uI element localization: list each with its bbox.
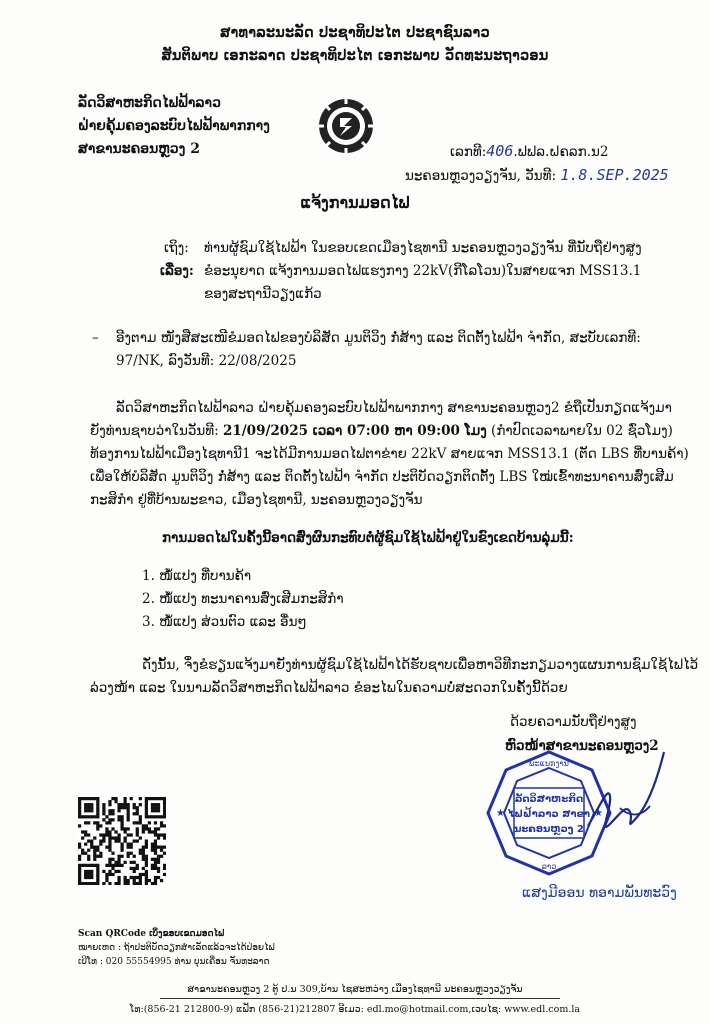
affected-item-2: 2. ໜໍ້ແປງ ທະນາຄານສົ່ງເສີມກະສິກໍາ [142,591,344,607]
footer-contact: ໂທ:(856-21 212800-9) ແຟັກ (856-21)212807 ອີເມວ: edl.mo@hotmail.com,ເວບໄຊ: www.edl.com.la [129,1004,581,1015]
national-header-line2: ສັນຕິພາບ ເອກະລາດ ປະຊາທິປະໄຕ ເອກະພາບ ວັດທະນະຖາວອນ [161,47,549,64]
reference-number-row [450,143,609,161]
footer-divider [160,998,560,999]
outage-datetime: 21/09/2025 ເວລາ 07:00 ຫາ 09:00 ໂມງ [222,423,487,439]
regards: ດ້ວຍຄວາມນັບຖືຢ່າງສູງ [510,714,637,730]
stamp-ring-top: ພະແນກງານ [529,759,569,768]
body-line3: ທ້ອງການໄຟຟ້າເມືອງໄຊທານີ1 ຈະໄດ້ມີການມອດໄຟຕາຂ່າຍ 22kV ສາຍແຈກ MSS13.1 (ຕັດ LBS ທີ່ບານຄ້າ) [90,446,689,462]
footer-address: ສາຂານະຄອນຫຼວງ 2 ຕູ້ ປ.ນ 309,ບ້ານ ໄຊສະຫວ່າງ ເມືອງໄຊທານີ ນະຄອນຫຼວງວຽງຈັນ [187,984,523,995]
stamp-text-bottom: ນະຄອນຫຼວງ 2 [514,824,584,835]
qr-note: ໝາຍເຫດ : ຖ້າປະຕິບັດວຽກສໍາເລັດແລ້ວຈະໄດ້ປ່ອຍໄຟ [78,943,275,953]
reference-line2: 97/NK, ລົງວັນທີ: 22/08/2025 [116,353,297,369]
closing-line2: ລ່ວງໜ້າ ແລະ ໃນນາມລັດວິສາຫະກິດໄຟຟ້າລາວ ຂໍອະໄພໃນຄວາມບໍ່ສະດວກໃນຄັ້ງນີ້ດ້ວຍ [90,680,568,696]
signer-name: ແສງມີອອນ ທອາມພັນທະວົງ [522,885,677,901]
body-line4: ເພື່ອໃຫ້ບໍລິສັດ ມູນຕິວິງ ກໍ່ສ້າງ ແລະ ຕິດຕັ້ງໄຟຟ້າ ຈໍາກັດ ປະຕິບັດວຽກຕິດຕັ້ງ LBS ໃໝ່ເຂົ້າທະນາຄານສົ່ງເສີມ [90,469,674,485]
place-date-label: ນະຄອນຫຼວງວຽງຈັນ, ວັນທີ: [405,168,557,184]
stamp-ring-bottom: ລາວ [541,862,557,871]
ref-label: ເລກທີ: [450,144,487,160]
to-text: ທ່ານຜູ້ຊົມໃຊ້ໄຟຟ້າ ໃນຂອບເຂດເມືອງໄຊທານີ ນະຄອນຫຼວງວຽງຈັນ ທີ່ນັບຖືຢ່າງສູງ [204,240,642,256]
org-line1: ລັດວິສາຫະກິດໄຟຟ້າລາວ [78,95,221,111]
qr-contact: ເບີໂທ : 020 55554995 ທ່ານ ບຸນເຄື່ອນ ຈັນທະລາດ [78,957,270,967]
ref-number: 406 [486,142,514,160]
qr-caption: Scan QRCode ເບິ່ງຂອບເຂດມອດໄຟ [78,929,225,939]
stamp-text-mid: ໄຟຟ້າລາວ ສາຂາ [507,809,591,820]
reference-line1: ອີງຕາມ ໜັງສືສະເໜີຂໍມອດໄຟຂອງບໍລິສັດ ມູນຕິວິງ ກໍ່ສ້າງ ແລະ ຕິດຕັ້ງໄຟຟ້າ ຈໍາກັດ, ສະບັບເລກທີ: [116,330,641,346]
subject-line1: ຂໍອະນຸຍາດ ແຈ້ງການມອດໄຟແຮງກາງ 22kV(ກີໂລໂວນ)ໃນສາຍແຈກ MSS13.1 [204,263,642,279]
org-line2: ຝ່າຍຄຸ້ມຄອງລະບົບໄຟຟ້າພາກກາງ [78,118,270,134]
affected-heading: ການມອດໄຟໃນຄັ້ງນີ້ອາດສົ່ງຜົນກະທົບຕໍ່ຜູ້ຊົມໃຊ້ໄຟຟ້າຢູ່ໃນຂົງເຂດບ້ານລຸ່ມນີ້: [162,530,574,546]
page-title: ແຈ້ງການມອດໄຟ [300,193,410,212]
closing-line1: ດັ່ງນັ້ນ, ຈຶ່ງຂໍຮຽນແຈ້ງມາຍັງທ່ານຜູ້ຊົມໃຊ້ໄຟຟ້າໄດ້ຮັບຊາບເພື່ອຫາວິທີກະກຽມວາງແຜນການຊົມໃຊ້ໄຟໄວ້ [142,657,699,673]
org-line3: ສາຂານະຄອນຫຼວງ 2 [78,141,200,157]
subject-line2: ຂອງສະຖານີວຽງແກ້ວ [204,286,322,302]
subject-label: ເລື່ອງ: [160,263,194,279]
signer-position: ຫົວໜ້າສາຂານະຄອນຫຼວງ2 [505,738,659,754]
ref-suffix: .ຟຟລ.ຝຄລກ.ນ2 [513,144,609,160]
qr-code-image [78,797,166,885]
body-line2 [90,423,673,440]
edl-logo [316,96,376,156]
svg-text:★: ★ [594,808,603,819]
qr-code[interactable] [78,797,166,885]
national-header-line1: ສາທາລະນະລັດ ປະຊາທິປະໄຕ ປະຊາຊົນລາວ [220,24,490,41]
handwritten-signature [580,746,670,856]
reference-bullet: – [92,330,99,346]
body-line2-pre: ຍັງທ່ານຊາບວ່າໃນວັນທີ: [90,423,223,439]
date-stamp: 1.8.SEP.2025 [560,166,669,184]
body-line2-post: (ກໍາປົດເວລາພາຍໃນ 02 ຊົ່ວໂມງ) [486,423,673,439]
to-label: ເຖິງ: [164,240,189,256]
body-line5: ກະສິກໍາ ຢູ່ທີ່ບ້ານພະຂາວ, ເມືອງໄຊທານີ, ນະຄອນຫຼວງວຽງຈັນ [90,492,423,508]
affected-item-3: 3. ໜໍ້ແປງ ສ່ວນຕົວ ແລະ ອື່ນໆ [142,614,307,630]
place-date-row [405,167,669,185]
svg-text:★: ★ [496,808,505,819]
body-line1: ລັດວິສາຫະກິດໄຟຟ້າລາວ ຝ່າຍຄຸ້ມຄອງລະບົບໄຟຟ້າພາກກາງ ສາຂານະຄອນຫຼວງ2 ຂໍຖືເປັນກຽດແຈ້ງມາ [116,400,672,416]
affected-item-1: 1. ໜໍ້ແປງ ທີ່ບານຄ້າ [142,568,252,584]
stamp-text-top: ລັດວິສາຫະກິດ [514,794,584,805]
